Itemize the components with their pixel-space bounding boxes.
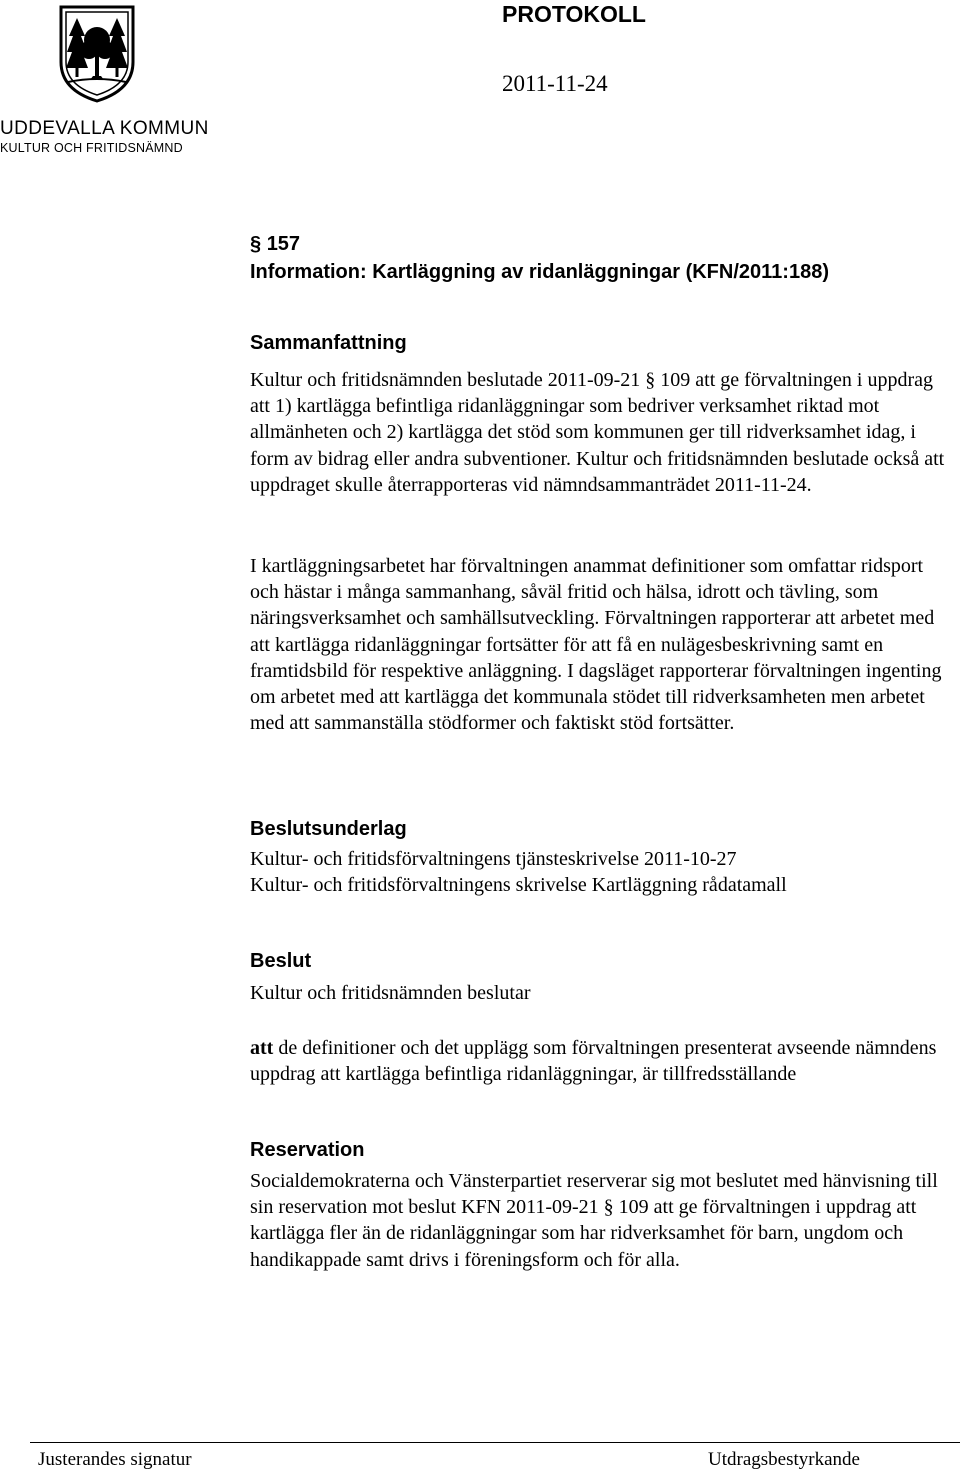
sammanfattning-text: Kultur och fritidsnämnden beslutade 2011-09-21 § 109 att ge förvaltningen i uppdrag att 1) kartlägga befintliga ridanläggningar som bedriver verksamhet riktad mot allmänheten och 2) kartlägga det stöd som kommunen ger till ridverksamhet idag, i form av bidrag eller andra subventioner. Kultur och fritidsnämnden beslutade också att uppdraget skulle återrapporteras vid nämndsammanträdet 2011-11-24. (250, 369, 945, 496)
organization-department: KULTUR OCH FRITIDSNÄMND (0, 141, 183, 155)
beslut-heading: Beslut (250, 950, 312, 972)
beslut-lead-word: att (250, 1037, 274, 1059)
beslut-body: de definitioner och det upplägg som förvaltningen presenterat avseende nämndens uppdrag att kartlägga befintliga ridanläggningar, är tillfredsställande (250, 1037, 937, 1086)
list-item: Kultur- och fritidsförvaltningens skrivelse Kartläggning rådatamall (250, 874, 787, 897)
reservation-text: Socialdemokraterna och Vänsterpartiet reserverar sig mot beslutet med hänvisning till sin reservation mot beslut KFN 2011-09-21 § 109 att ge förvaltningen i uppdrag att kartlägga fler än de ridanläggningar som har ridverksamhet för barn, ungdom och handikappade samt drivs i föreningsform och för alla. (250, 1170, 938, 1271)
document-type-title: PROTOKOLL (502, 1, 646, 27)
footer-divider (30, 1442, 960, 1443)
paragraph-number: 157 (266, 233, 301, 255)
paragraph-heading (250, 230, 955, 286)
section-symbol: § (250, 233, 262, 255)
reservation-heading: Reservation (250, 1139, 365, 1161)
municipal-coat-of-arms-icon (58, 4, 136, 104)
beslut-text (250, 1035, 955, 1087)
paragraph-title: Information: Kartläggning av ridanläggningar (KFN/2011:188) (250, 261, 829, 283)
document-date: 2011-11-24 (502, 71, 608, 96)
beslutsunderlag-heading: Beslutsunderlag (250, 818, 407, 840)
sammanfattning-heading: Sammanfattning (250, 332, 407, 354)
list-item: Kultur- och fritidsförvaltningens tjänsteskrivelse 2011-10-27 (250, 848, 737, 870)
footer-signature-label: Justerandes signatur (38, 1449, 192, 1470)
beslut-intro: Kultur och fritidsnämnden beslutar (250, 982, 531, 1004)
organization-name: UDDEVALLA KOMMUN (0, 118, 209, 139)
beslutsunderlag-list (250, 846, 955, 898)
footer-certification-label: Utdragsbestyrkande (708, 1449, 860, 1470)
mapping-work-text: I kartläggningsarbetet har förvaltningen anammat definitioner som omfattar ridsport och hästar i många sammanhang, såväl fritid och hälsa, idrott och tävling, som näringsverksamhet och samhällsutveckling. Förvaltningen rapporterar att arbetet med att kartlägga ridanläggningar fortsätter för att få en nulägesbeskrivning samt en framtidsbild för respektive anläggning. I dagsläget rapporterar förvaltningen ingenting om arbetet med att kartlägga det kommunala stödet till ridverksamheten men arbetet med att sammanställa stödformer och faktiskt stöd fortsätter. (250, 555, 942, 735)
